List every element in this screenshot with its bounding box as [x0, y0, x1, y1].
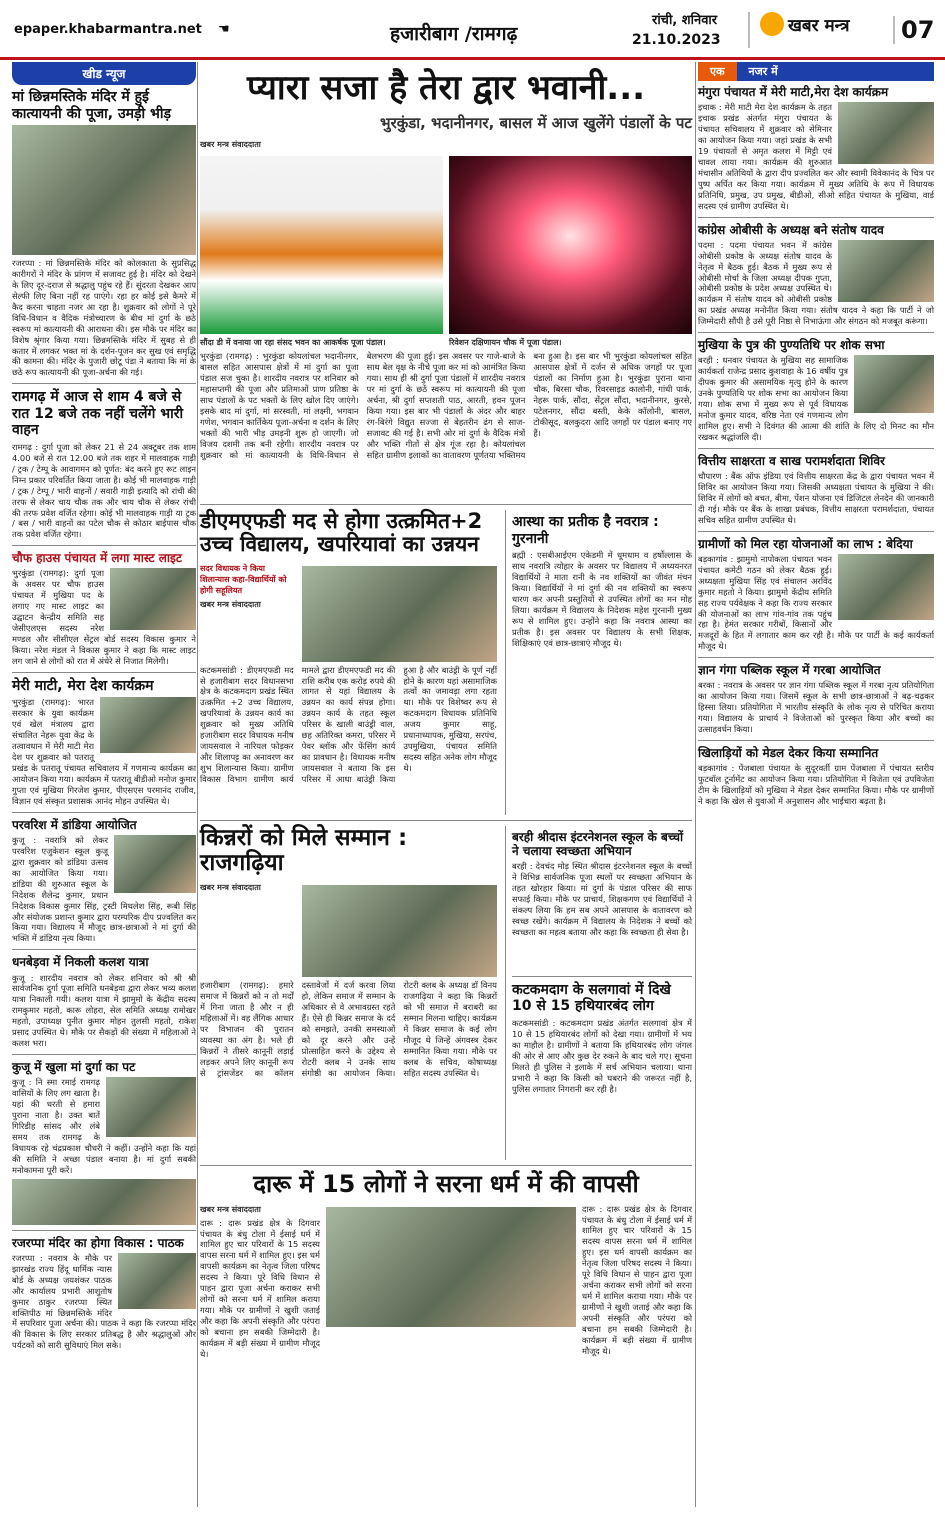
article-body: भुरकुंडा (रामगढ़) : भुरकुंडा कोयलांचल भदानीनगर, बासल सहित आसपास क्षेत्रों में मां दुर्गा का पूजा पंडाल सज चुका है। शारदीय नवरात्र पर शनिवार को महासप्तमी की पूजा और प्रतिमाओं प्राण प्रतिष्ठा के साथ पंडालों के पट भक्तों के लिए खोल दिए जाएंगे। इसके बाद मां दुर्गा, मां सरस्वती, मां लक्ष्मी, भगवान गणेश, भगवान कार्तिकेय पूजा-अर्चना व दर्शन के लिए भक्तों की भारी भीड़ उमड़नी शुरू हो जाएगी। जो विजय दशमी तक बनी रहेगी। शारदीय नवरात्र पर शुक्रवार को मां कात्यायनी के विधि-विधान से बेलभरण की पूजा हुई। इस अवसर पर गाजे-बाजे के साथ बेल वृक्ष के नीचे पूजा कर मां को आमंत्रित किया गया। साथ ही श्री दुर्गा पूजा पंडालों में शारदीय नवरात्र पर मां दुर्गा के छठें स्वरूप मां कात्यायनी की पूजा अर्चना, श्री दुर्गा सप्तशती पाठ, आरती, हवन पूजन किया गया। इस बार भी पंडालों के अंदर और बाहर रंग-बिरंगे विद्युत सज्जा से बेहतरीन ढंग से साज-सजावट की गई है। सभी ओर मां दुर्गा के वैदिक मंत्रों और भक्ति गीतों से क्षेत्र गूंज रहा है। कोयलांचल सहित ग्रामीण इलाकों का वातावरण पूर्णतया भक्तिमय बना हुआ है। इस बार भी भुरकुंडा कोयलांचल सहित आसपास क्षेत्रों में दर्जन से अधिक जगहों पर पूजा पंडालों का निर्माण हुआ है। भुरकुंडा पुराना थाना चौक, बिरसा चौक, रिवरसाइड कालोनी, गांधी पार्क, नेहरू पार्क, सौंदा, सेंट्रल सौंदा, भदानीनगर, कुरसे, पटेलनगर, सौंदा बस्ती, केके कॉलोनी, बासल, टोकीसूद, बलकुदरा आदि जगहों पर पंडाल बनाए गए हैं। [200, 351, 692, 460]
divider [12, 545, 196, 546]
divider [12, 812, 196, 813]
article-body: चौपारण : बैंक ऑफ इंडिया एवं वित्तीय साक्षरता केंद्र के द्वारा पंचायत भवन में शिविर का आयोजन किया गया। जिसकी अध्यक्षता पंचायत के मुखिया ने की। शिविर में लोगों को बचत, बीमा, पेंशन योजना एवं डिजिटल लेनदेन की जानकारी दी गई। मौके पर बैंक के शाखा प्रबंधक, वित्तीय साक्षरता परामर्शदाता, पंचायत सचिव सहित ग्रामीण उपस्थित थे। [698, 471, 934, 525]
article-body: बरका : नवरात्र के अवसर पर ज्ञान गंगा पब्लिक स्कूल में गरबा नृत्य प्रतियोगिता का आयोजन किया गया। जिसमें स्कूल के सभी छात्र-छात्राओं ने बढ़-चढ़कर हिस्सा लिया। प्रतियोगिता में भारतीय संस्कृति के लोक नृत्य से परिचित कराया गया। विद्यालय के प्राचार्य ने विजेताओं को पुरस्कृत किया और बच्चों का उत्साहवर्धन किया। [698, 680, 934, 735]
tag-nazar: नजर में [737, 62, 934, 81]
photo-rotary [302, 885, 497, 977]
article-body: भुरकुंडा (रामगढ़): भारत सरकार के युवा कार्यक्रम एवं खेल मंत्रालय द्वारा संचालित नेहरू युवा केंद्र के तत्वावधान में मेरी माटी मेरा देश पर शुक्रवार को पतरातू प्रखंड के पतरातू पंचायत सचिवालय में गणमान्य कार्यक्रम का आयोजन किया गया। कार्यक्रम में पतरातू बीडीओ मनोज कुमार गुप्ता एवं मुखिया गिरजेश कुमार, पीएसएस परमानंद राजीव, विज्ञान एवं संस्कृत प्रशासक आनंद मोहन उपस्थित थे। [12, 697, 196, 806]
headline[interactable]: दारू में 15 लोगों ने सरना धर्म में की वापसी [253, 1170, 639, 1199]
divider [698, 332, 934, 333]
headline[interactable]: मंगुरा पंचायत में मेरी माटी,मेरा देश कार्यक्रम [698, 85, 889, 99]
photo-group [12, 1179, 196, 1225]
section-tag: खीड न्यूज [12, 62, 196, 85]
headline[interactable]: मुखिया के पुत्र की पुण्यतिथि पर शोक सभा [698, 338, 885, 353]
column-divider [197, 62, 198, 1507]
headline[interactable]: वित्तीय साक्षरता व साख परामर्शदाता शिविर [698, 453, 885, 468]
article-body: इचाक : मेरी माटी मेरा देश कार्यक्रम के तहत इचाक प्रखंड अंतर्गत मंगुरा पंचायत के पंचायत सचिवालय में शुक्रवार को सेमिनार का आयोजन किया गया। जहां प्रखंड के सभी 19 पंचायतों से अमृत कलश में मिट्टी एवं चावल लाया गया। कार्यक्रम की शुरुआत मंचासीन अतिथियों के द्वारा दीप प्रज्वलित कर और स्वामी विवेकानंद के चित्र पर पुष्प अर्पित कर किया गया। कार्यक्रम में मुख्य अतिथि के रूप में विधायक प्रतिनिधि, प्रमुख, उप प्रमुख, बीडीओ, सीओ सहित पंचायत के मुखिया, वार्ड सदस्य एवं ग्रामीण उपस्थित थे। [698, 102, 934, 211]
article-body: कटकमसांडी : कटकमदाग प्रखंड अंतर्गत सलगावां क्षेत्र में 10 से 15 हथियारबंद लोगों को देखा गया। ग्रामीणों में भय का माहौल है। ग्रामीणों ने बताया कि हथियारबंद लोग जंगल की ओर से आए और कुछ देर रुकने के बाद चले गए। सूचना मिलते ही पुलिस ने इलाके में सर्च अभियान चलाया। थाना प्रभारी ने कहा कि किसी को घबराने की जरूरत नहीं है, पुलिस लगातार निगरानी कर रही है। [512, 1017, 692, 1094]
photo-portrait [854, 355, 934, 413]
section-row [200, 826, 692, 1161]
edition-title: हजारीबाग /रामगढ़ [390, 23, 518, 45]
photo-lit-pandal [449, 156, 692, 334]
photo-meeting [838, 240, 934, 302]
headline[interactable]: कुजू में खुला मां दुर्गा का पट [12, 1060, 136, 1075]
headline[interactable]: आस्था का प्रतीक है नवरात्र : गुरनानी [512, 514, 659, 547]
headline[interactable]: बरही श्रीदास इंटरनेशनल स्कूल के बच्चों ने चलाया स्वच्छता अभियान [512, 829, 684, 858]
photo-crowd [12, 125, 196, 255]
brand-name: खबर मन्त्र [788, 15, 850, 36]
city-day: रांची, शनिवार [652, 13, 718, 28]
divider [698, 657, 934, 658]
site-url[interactable]: epaper.khabarmantra.net [14, 22, 202, 37]
article-body: कुजू : नवरात्रि को लेकर परवरिश एजुकेशन स्कूल कुजू द्वारा शुक्रवार को डांडिया उत्सव का आयोजित किया गया। डांडिया की शुरुआत स्कूल के निदेशक शैलेन्द्र कुमार, प्रधान निदेशक विकास कुमार सिंह, ट्रस्टी मिथलेश सिंह, रूबी सिंह और संयोजक प्रशान्त कुमार द्वारा परम्परिक दीप प्रज्वलित कर किया गया। विद्यालय में मौजूद छात्र-छात्राओं ने मां दुर्गा की भक्ति में डांडिया नृत्य किया। [12, 834, 196, 944]
photo-caption: रिवेशन दक्षिणायन चौक में पूजा पंडाल। [449, 338, 562, 348]
photo-seminar [838, 102, 934, 164]
divider [698, 740, 934, 741]
divider [698, 531, 934, 532]
article-body: बड़कागांव : पेंजबाला पंचायत के सुदूरवर्ती ग्राम पेंजबाला में पंचायत स्तरीय फुटबॉल टूर्नामेंट का आयोजन किया गया। प्रतियोगिता में विजेता एवं उपविजेता टीम के खिलाड़ियों को मुखिया ने मेडल देकर सम्मानित किया। मौके पर ग्रामीणों ने कहा कि खेल से युवाओं में अनुशासन और भाईचारा बढ़ता है। [698, 763, 934, 807]
article-body: कुजू : शारदीय नवरात्र को लेकर शनिवार को श्री श्री सार्वजनिक दुर्गा पूजा समिति धनबेड़वा द्वारा लेकर भव्य कलश यात्रा निकाली गयी। कलश यात्रा में झामुमो के केंद्रीय सदस्य रामकुमार महतो, कारू लोहरा, सेल समिति अध्यक्ष रामोखर महतो, उपाध्यक्ष पुनीत कुमार मोहन तुलसी महतो, राकेश प्रसाद उपस्थित थे। मौके पर सैकड़ों की संख्या में महिलाओं ने कलश भरा। [12, 972, 196, 1049]
headline[interactable]: कटकमदाग के सलगावां में दिखे 10 से 15 हथियारबंद लोग [512, 981, 671, 1015]
article-body: भुरकुंडा (रामगढ़): दुर्गा पूजा के अवसर पर चौफ हाउस पंचायत में मुखिया पद के लगाए गए मास्ट लाइट का उद्घाटन केन्द्रीय समिति सह जेसीएलएस सदस्य नरेश मण्डल और सीसीएल सेंट्रल बोर्ड सदस्य विकास कुमार ने किया। नरेश मंडल ने विकास कुमार ने कहा कि मास्ट लाइट लग जाने से लोगों को रात में अंधेरे से निजात मिलेगी। [12, 568, 196, 666]
byline: खबर मन्त्र संवाददाता [200, 599, 261, 609]
column-divider [695, 62, 696, 1507]
headline[interactable]: रामगढ़ में आज से शाम 4 बजे से रात 12 बजे तक नहीं चलेंगे भारी वाहन [12, 389, 184, 439]
page-number: 07 [893, 16, 934, 44]
divider [200, 504, 692, 505]
headline[interactable]: परवरिश में डांडिया आयोजित [12, 817, 137, 832]
headline[interactable]: किन्नरों को मिले सम्मान : राजगढ़िया [200, 824, 408, 876]
headline[interactable]: मेरी माटी, मेरा देश कार्यक्रम [12, 677, 154, 694]
article-body: पदमा : पदमा पंचायत भवन में कांग्रेस ओबीसी प्रकोष्ठ के अध्यक्ष संतोष यादव के नेतृत्व में बैठक हुई। बैठक में मुख्य रूप से ओबीसी मोर्चा के जिला अध्यक्ष दीपक गुप्ता, ओबीसी प्रकोष्ठ के प्रदेश अध्यक्ष उपस्थित थे। कार्यक्रम में संतोष यादव को ओबीसी प्रकोष्ठ का प्रखंड अध्यक्ष मनोनीत किया गया। संतोष यादव ने कहा कि पार्टी ने जो जिम्मेदारी सौंपी है उसे पूरी निष्ठा से निभाऊंगा और संगठन को मजबूत करूंगा। [698, 239, 934, 327]
photo-caption: सौंदा डी में वनाया जा रहा संसद भवन का आकर्षक पूजा पंडाल। [200, 338, 386, 348]
issue-date: 21.10.2023 [632, 32, 721, 48]
article-body: रामगढ़ : दुर्गा पूजा को लेकर 21 से 24 अक्टूबर तक शाम 4.00 बजे से रात 12.00 बजे तक शहर में मालवाहक गाड़ी / ट्रक / टेम्पू के आवागमन को पूर्णत: बंद करने हुए रूट लाइन निम्न प्रकार परिवर्तित किया जाता है। कोई भी मालवाहक गाड़ी / ट्रक / टेम्पू / भारी वाहनों / सवारी गाड़ी इत्यादि को रांची की तरफ से लेकर चाय चौक तक और चाय चौक से लेकर रांची की तरफ प्रवेश वर्जित रहेगा। कोई भी मालवाहक गाड़ी या ट्रक / बस / भारी वाहनों का पटेल चौक से कोठार बाईपास चौक तक प्रवेश वर्जित रहेगा। [12, 441, 196, 540]
photo-inauguration [110, 568, 196, 630]
divider [698, 448, 934, 449]
left-column [12, 62, 196, 1507]
pointer-icon: ☚ [218, 22, 230, 37]
kicker: सदर विधायक ने किया शिलान्यास कहा-विद्यार्थियों को होगी सहूलियत [200, 563, 287, 595]
article-body: कटकमसांडी : डीएमएफडी मद से हजारीबाग सदर विधानसभा क्षेत्र के कटकमदाग प्रखंड स्थित उत्क्रमित +2 उच्च विद्यालय, खपरियावां के उन्नयन कार्य का शुक्रवार को मुख्य अतिथि हजारीबाग सदर विधायक मनीष जायसवाल ने नारियल फोड़कर और शिलापट्ट का अनावरण कर शुभ शिलान्यास किया। ग्रामीण विकास विभाग ग्रामीण कार्य मामले द्वारा डीएमएफडी मद की राशि करीब एक करोड़ रुपये की लागत से यहां विद्यालय के उन्नयन का कार्य संपन्न होगा। उन्नयन कार्य के तहत स्कूल परिसर के खाली बाउंड्री वाल, छह अतिरिक्त कमरा, परिसर में पेवर ब्लॉक और फेंसिंग कार्य का प्रावधान है। विधायक मनीष जायसवाल ने बताया कि इस परिसर में आधा बाउंड्री किया हुआ है और बाउंड्री के पूर्ण नहीं होने के कारण यहां असामाजिक तत्वों का जमावड़ा लगा रहता था। मौके पर विशेष्वर रूप से कटकमदाग विधायक प्रतिनिधि अजय कुमार साहू, प्रधानाध्यापक, मुखिया, सरपंच, उपमुखिया, पंचायत समिति सदस्य सहित अनेक लोग मौजूद थे। [200, 664, 497, 784]
headline[interactable]: धनबेड़वा में निकली कलश यात्रा [12, 955, 149, 970]
divider [512, 976, 692, 977]
headline[interactable]: ग्रामीणों को मिल रहा योजनाओं का लाभ : बेदिया [698, 536, 913, 551]
article-body: बरही : देवचंद मोड़ स्थित श्रीदास इंटरनेशनल स्कूल के बच्चों ने विभिन्न सार्वजनिक पूजा स्थलों पर स्वच्छता अभियान के तहत खोरहार किया। मां दुर्गा के पंडाल परिसर की साफ सफाई किया। मौके पर प्राचार्य, शिक्षकगण एवं विद्यार्थियों ने संकल्प लिया कि हम सब अपने आसपास के वातावरण को स्वच्छ रखेंगे। कार्यक्रम में विद्यालय के निदेशक ने बच्चों को स्वच्छता का महत्व बताया और कहा कि स्वच्छता ही सेवा है। [512, 860, 692, 937]
article-body: दारू : दारू प्रखंड क्षेत्र के दिगवार पंचायत के बंधु टोला में ईसाई धर्म में शामिल हुए चार परिवारों के 15 सदस्य वापस सरना धर्म में शामिल हुए। इस धर्म वापसी कार्यक्रम का नेतृत्व जिला परिषद सदस्य ने किया। पूरे विधि विधान से पाहन द्वारा पूजा अर्चना कराकर सभी लोगों को सरना धर्म में शामिल कराया गया। मौके पर ग्रामीणों ने खुशी जताई और कहा कि अपनी संस्कृति और परंपरा को बचाना हम सबकी जिम्मेदारी है। कार्यक्रम में बड़ी संख्या में ग्रामीण मौजूद थे। [200, 1217, 320, 1359]
photo-sarna-dharma [326, 1207, 576, 1327]
middle-column [200, 62, 692, 1507]
article-body: रजरप्पा : मां छिन्नमस्तिके मंदिर को कोलकाता के सुप्रसिद्ध कारीगरों ने मंदिर के प्रांगण में सजावट हुई है। मंदिर को देखने के लिए दूर-दराज से श्रद्धालु पहुंच रहे हैं। सुंदरता देखकर आप सेल्फी लिए बिना नहीं रह पाएंगे। रहा हर कोई इसे कैमरे में कैद करना चाहता नजर आ रहा है। शुक्रवार को लोगों ने पूरे विधि-विधान व वैदिक मंत्रोच्चारण के बीच मां दुर्गा के छठे स्वरूप मां कात्यायनी की आराधना की। इस मौके पर मंदिर का विशेष श्रृंगार किया गया। छिन्नमस्तिके मंदिर में सुबह से ही कतार में लगकर भक्त मां के दर्शन-पूजन कर सुख एवं समृद्धि की कामना की। मंदिर के पुजारी छोटू पंडा ने बताया कि मां के छठे रूप कात्यायनी की पूजा-अर्चना की गई। [12, 258, 196, 378]
divider [12, 949, 196, 950]
article-body: बरही : धनवार पंचायत के मुखिया सह सामाजिक कार्यकर्ता राजेन्द्र प्रसाद कुशवाहा के 16 वर्षीय पुत्र दीपक कुमार की असामयिक मृत्यु होने के कारण उनके पुण्यतिथि पर शोक सभा का आयोजन किया गया। शोक सभा में मुख्य रूप से पूर्व विधायक मनोज कुमार यादव, वरिष्ठ नेता एवं गणमान्य लोग शामिल हुए। सभी ने दिवंगत की आत्मा की शांति के लिए दो मिनट का मौन रखकर श्रद्धांजलि दी। [698, 355, 934, 442]
divider [12, 383, 196, 384]
divider [200, 1165, 692, 1166]
headline[interactable]: चौफ हाउस पंचायत में लगा मास्ट लाइट [12, 551, 182, 566]
article-body-continued: दारू : दारू प्रखंड क्षेत्र के दिगवार पंचायत के बंधु टोला में ईसाई धर्म में शामिल हुए चार परिवारों के 15 सदस्य वापस सरना धर्म में शामिल हुए। इस धर्म वापसी कार्यक्रम का नेतृत्व जिला परिषद सदस्य ने किया। पूरे विधि विधान से पाहन द्वारा पूजा अर्चना कराकर सभी लोगों को सरना धर्म में शामिल कराया गया। मौके पर ग्रामीणों ने खुशी जताई और कहा कि अपनी संस्कृति और परंपरा को बचाना हम सबकी जिम्मेदारी है। कार्यक्रम में बड़ी संख्या में ग्रामीण मौजूद थे। [582, 1203, 692, 1356]
photo-foundation [302, 566, 497, 662]
photo-committee [838, 554, 934, 620]
byline: खबर मन्त्र संवाददाता [200, 140, 261, 150]
headline[interactable]: मां छिन्नमस्तिके मंदिर में हुई कात्यायनी की पूजा, उमड़ी भीड़ [12, 89, 171, 122]
lead-subheadline: भुरकुंडा, भदानीनगर, बासल में आज खुलेंगे पंडालों के पट [380, 114, 692, 133]
headline[interactable]: ज्ञान गंगा पब्लिक स्कूल में गरबा आयोजित [698, 663, 881, 678]
photo-dandiya [114, 835, 196, 893]
lead-headline[interactable]: प्यारा सजा है तेरा द्वार भवानी... [246, 68, 646, 108]
photo-pathak [118, 1253, 196, 1309]
photo-parliament-pandal [200, 156, 443, 334]
divider [12, 672, 196, 673]
article-body: ब्रह्मी : एसबीआईएम एकेडमी में धूमधाम व हर्षोल्लास के साथ नवरात्रि त्योहार के अवसर पर विद्यालय में अध्ययनरत विद्यार्थियों ने माता रानी के नव शक्तियों का जीवंत मंचन किया। विद्यार्थियों ने मां दुर्गा की नव शक्तियों का स्वरूप धारण कर अपनी प्रस्तुतियों से उपस्थित लोगों का मन मोह लिया। कार्यक्रम में विद्यालय के निदेशक महेश गुरनानी मुख्य रूप से शामिल हुए। उन्होंने कहा कि नवरात्र आस्था का प्रतीक है। इस अवसर पर विद्यालय के सभी शिक्षक, शिक्षिकाएं एवं छात्र-छात्राएं मौजूद थे। [512, 550, 692, 648]
tag-ek: एक [698, 62, 737, 81]
article-body: रजरप्पा : नवरात्र के मौके पर झारखंड राज्य हिंदू धार्मिक न्यास बोर्ड के अध्यक्ष जयशंकर पाठक और कार्यालय प्रभारी आशुतोष कुमार ठाकुर रजरप्पा स्थित शक्तिपीठ मां छिन्नमस्तिके मंदिर में सपरिवार पूजा अर्चना की। पाठक ने कहा कि रजरप्पा मंदिर की विकास के लिए सरकार प्रतिबद्ध है और श्रद्धालुओं और पर्यटकों को सारी सुविधाएं मिल सके। [12, 1252, 196, 1351]
photo-program [100, 697, 196, 753]
article-body: कुजू : नि स्मा रमाई रामगढ़ वासियों के लिए लग खाता है। यहां की धरती से हमारा पुराना नाता है। उक्त बातें गिरिडीह सांसद और लंबे समय तक रामगढ़ के विधायक रहे चंद्रप्रकाश चौधरी ने कहीं। उन्होंने कहा कि यहां की समिति ने अच्छा पंडाल बनाया है। मां दुर्गा सबकी मनोकामना पूरी करें। [12, 1077, 196, 1175]
byline: खबर मन्त्र संवाददाता [200, 883, 261, 893]
headline[interactable]: कांग्रेस ओबीसी के अध्यक्ष बने संतोष यादव [698, 222, 884, 237]
photo-durga-pandal [106, 1077, 196, 1137]
divider [698, 217, 934, 218]
article-body: हजारीबाग (रामगढ़): हमारे समाज में किन्नरों को न तो मर्दों में गिना जाता है और न ही महिलाओं में। वह लैंगिक आधार पर विभाजन की पुरातन व्यवस्था का अंग है। भले ही किन्नरों ने तीसरे कानूनी लड़ाई लड़कर अपने लिए कानूनी रूप से ट्रांसजेंडर का कॉलम दस्तावेजों में दर्ज करवा लिया हो, लेकिन समाज में सम्मान के अधिकार से वे अभावग्रस्त रहते हैं। ऐसे ही किन्नर समाज के दर्द को समझते, उनकी समस्याओं को दूर करने और उन्हें प्रोत्साहित करने के उद्देश्य से रोटरी क्लब ने उनके साथ संगोष्ठी का आयोजन किया। रोटरी क्लब के अध्यक्ष डॉ विनय राजगढ़िया ने कहा कि किन्नरों को भी समाज में बराबरी का सम्मान मिलना चाहिए। कार्यक्रम में किन्नर समाज के कई लोग मौजूद थे जिन्हें अंगवस्त्र देकर सम्मानित किया गया। मौके पर क्लब के सचिव, कोषाध्यक्ष सहित सदस्य उपस्थित थे। [200, 980, 497, 1078]
headline[interactable]: रजरप्पा मंदिर का होगा विकास : पाठक [12, 1235, 184, 1250]
masthead [0, 0, 945, 60]
section-row [200, 510, 692, 814]
lead-photos [200, 153, 692, 351]
headline[interactable]: डीएमएफडी मद से होगा उत्क्रमित+2 उच्च विद्यालय, खपरियावां का उन्नयन [200, 509, 483, 557]
right-column [698, 62, 934, 1507]
divider [200, 820, 692, 821]
brand-logo [748, 12, 886, 48]
article-body: बड़कागांव : झामुमो नापोकला पंचायत भवन पंचायत कमेटी गठन को लेकर बैठक हुई। अध्यक्षता मुखिया सिंह एवं संचालन अरविंद कुमार महतो ने किया। झामुमो केंद्रीय समिति सह राज्य पर्यवेक्षक ने कहा कि राज्य सरकार की योजनाओं का लाभ गांव-गांव तक पहुंच रहा है। हेमंत सरकार गरीबों, किसानों और मजदूरों के हित में लगातार काम कर रही है। मौके पर पार्टी के कई कार्यकर्ता मौजूद थे। [698, 553, 934, 652]
divider [12, 1054, 196, 1055]
divider [12, 1230, 196, 1231]
byline: खबर मन्त्र संवाददाता [200, 1204, 261, 1214]
section-tag [698, 62, 934, 81]
mantra-logo-icon [760, 12, 784, 36]
headline[interactable]: खिलाड़ियों को मेडल देकर किया सम्मानित [698, 746, 879, 761]
